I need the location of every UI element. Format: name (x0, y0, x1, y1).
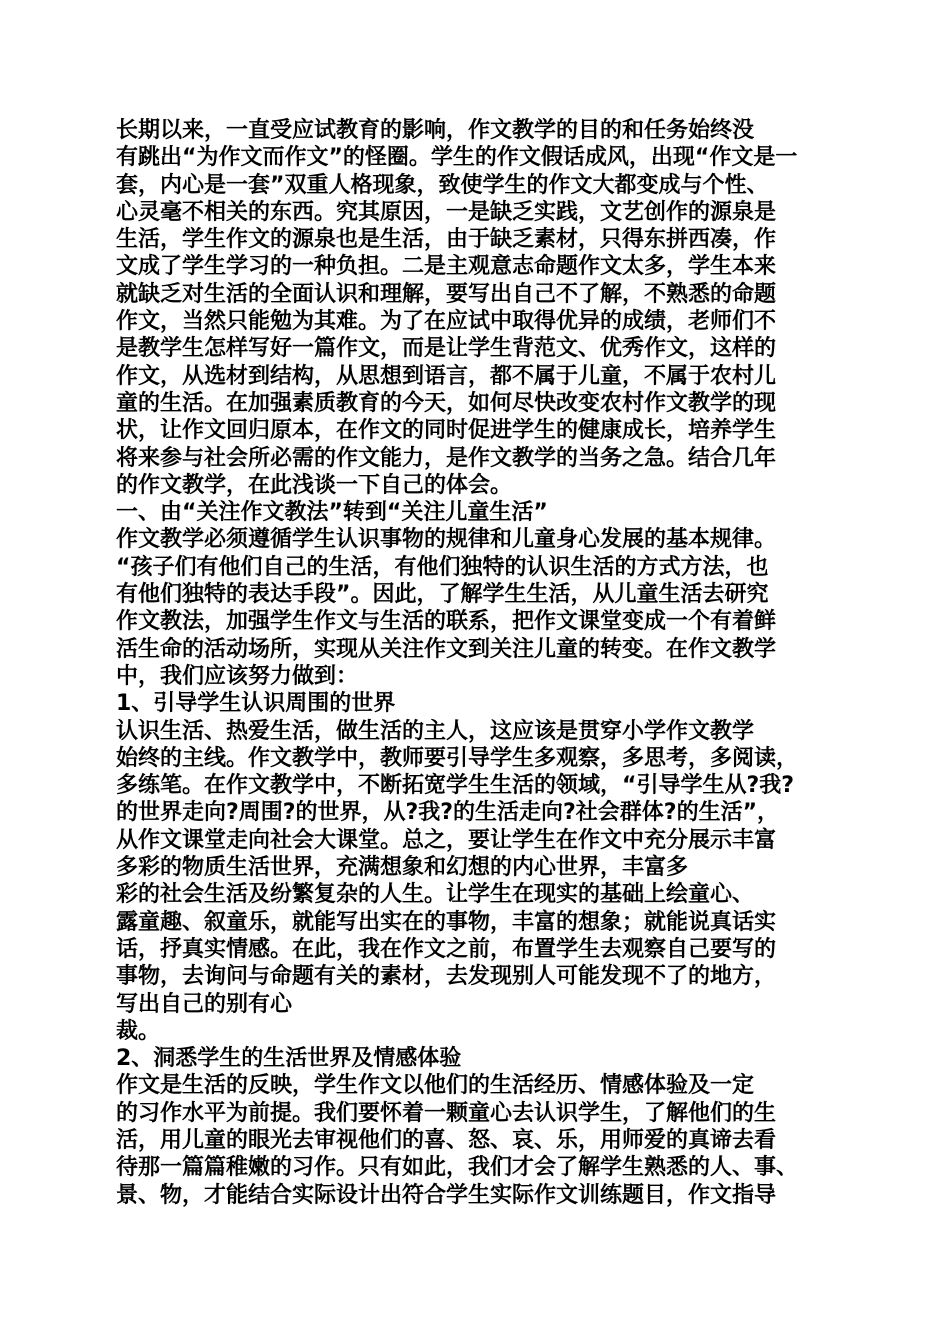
text-line: 文成了学生学习的一种负担。二是主观意志命题作文太多，学生本来 (116, 254, 777, 280)
subsection-heading: 2、洞悉学生的生活世界及情感体验 (116, 1046, 462, 1072)
text-line: 景、物，才能结合实际设计出符合学生实际作文训练题目，作文指导 (116, 1182, 777, 1208)
text-line: 事物，去询问与命题有关的素材，去发现别人可能发现不了的地方， (116, 964, 777, 990)
text-line: 多彩的物质生活世界，充满想象和幻想的内心世界，丰富多 (116, 855, 689, 881)
text-line: 是教学生怎样写好一篇作文，而是让学生背范文、优秀作文，这样的 (116, 336, 777, 362)
text-line: 心灵毫不相关的东西。究其原因，一是缺乏实践，文艺创作的源泉是 (116, 199, 777, 225)
text-line: 作文，当然只能勉为其难。为了在应试中取得优异的成绩，老师们不 (116, 309, 777, 335)
text-line: 作文是生活的反映，学生作文以他们的生活经历、情感体验及一定 (116, 1073, 755, 1099)
text-line: 活，用儿童的眼光去审视他们的喜、怒、哀、乐，用师爱的真谛去看 (116, 1127, 777, 1153)
essay-body (116, 117, 846, 1209)
text-line: 状，让作文回归原本，在作文的同时促进学生的健康成长，培养学生 (116, 418, 777, 444)
text-line: 中，我们应该努力做到： (116, 663, 359, 689)
text-line: 写出自己的别有心 (116, 991, 293, 1017)
text-line: 作文教法，加强学生作文与生活的联系，把作文课堂变成一个有着鲜 (116, 609, 777, 635)
text-line: 作文教学必须遵循学生认识事物的规律和儿童身心发展的基本规律。 (116, 527, 777, 553)
text-line: 裁。 (116, 1018, 161, 1044)
text-line: 将来参与社会所必需的作文能力，是作文教学的当务之急。结合几年 (116, 445, 777, 471)
text-line: 话，抒真实情感。在此，我在作文之前，布置学生去观察自己要写的 (116, 936, 777, 962)
text-line: 从作文课堂走向社会大课堂。总之，要让学生在作文中充分展示丰富 (116, 827, 777, 853)
text-line: 的作文教学，在此浅谈一下自己的体会。 (116, 472, 513, 498)
text-line: 认识生活、热爱生活，做生活的主人，这应该是贯穿小学作文教学 (116, 718, 755, 744)
text-line: 彩的社会生活及纷繁复杂的人生。让学生在现实的基础上绘童心、 (116, 882, 755, 908)
text-line: 有跳出“为作文而作文”的怪圈。学生的作文假话成风，出现“作文是一 (116, 145, 798, 171)
text-line: 的习作水平为前提。我们要怀着一颗童心去认识学生，了解他们的生 (116, 1100, 777, 1126)
text-line: 生活，学生作文的源泉也是生活，由于缺乏素材，只得东拼西凑，作 (116, 227, 777, 253)
text-line: 作文，从选材到结构，从思想到语言，都不属于儿童，不属于农村儿 (116, 363, 777, 389)
text-line: 待那一篇篇稚嫩的习作。只有如此，我们才会了解学生熟悉的人、事、 (116, 1155, 799, 1181)
text-line: 始终的主线。作文教学中，教师要引导学生多观察，多思考，多阅读， (116, 745, 799, 771)
section-heading: 一、由“关注作文教法”转到“关注儿童生活” (116, 500, 548, 526)
text-line: 有他们独特的表达手段”。因此，了解学生生活，从儿童生活去研究 (116, 582, 769, 608)
text-line: 长期以来，一直受应试教育的影响，作文教学的目的和任务始终没 (116, 118, 755, 143)
text-line: “孩子们有他们自己的生活，有他们独特的认识生活的方式方法，也 (116, 554, 769, 580)
text-line: 多练笔。在作文教学中，不断拓宽学生生活的领域，“引导学生从?我? (116, 773, 794, 799)
text-line: 童的生活。在加强素质教育的今天，如何尽快改变农村作文教学的现 (116, 390, 777, 416)
text-line: 的世界走向?周围?的世界，从?我?的生活走向?社会群体?的生活”， (116, 800, 780, 826)
text-line: 露童趣、叙童乐，就能写出实在的事物，丰富的想象；就能说真话实 (116, 909, 777, 935)
text-line: 套，内心是一套”双重人格现象，致使学生的作文大都变成与个性、 (116, 172, 769, 198)
text-line: 活生命的活动场所，实现从关注作文到关注儿童的转变。在作文教学 (116, 636, 777, 662)
text-line: 就缺乏对生活的全面认识和理解，要写出自己不了解，不熟悉的命题 (116, 281, 777, 307)
subsection-heading: 1、引导学生认识周围的世界 (116, 691, 396, 717)
